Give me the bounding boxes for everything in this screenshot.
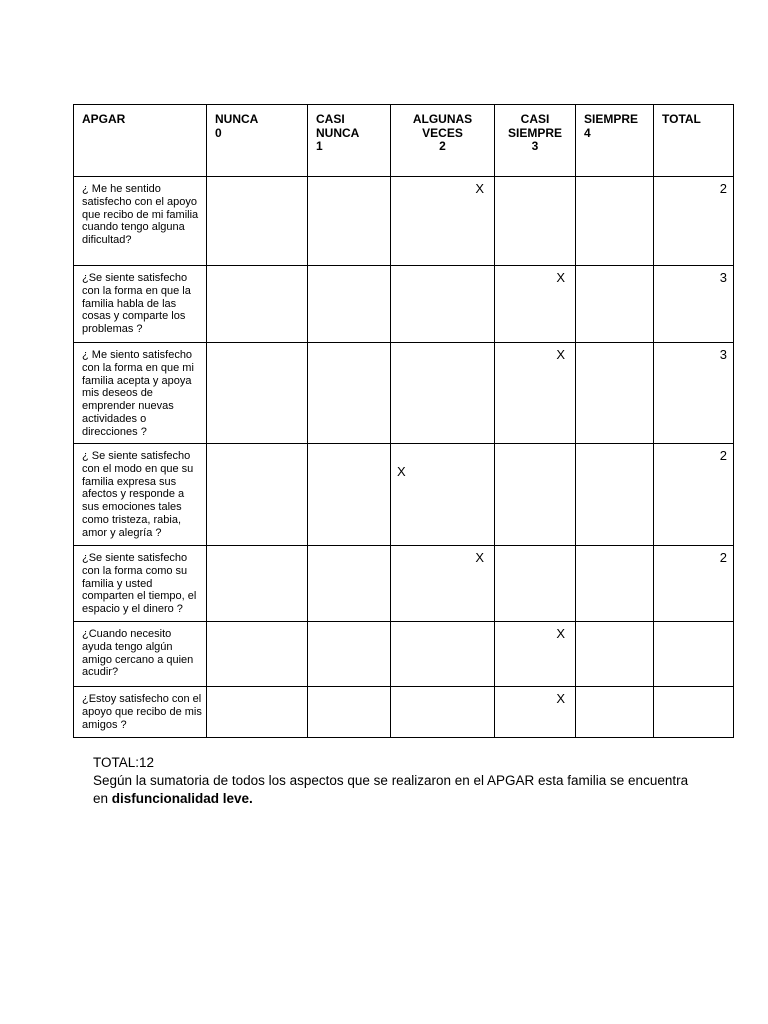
question-cell: ¿ Se siente satisfecho con el modo en que su familia expresa sus afectos y responde a sus emociones tales como tristeza, rabia, amor y alegría ? xyxy=(82,450,194,539)
table-row xyxy=(74,444,734,546)
answer-mark: X xyxy=(556,626,565,641)
answer-mark: X xyxy=(556,270,565,285)
row-total xyxy=(654,622,733,628)
header-nunca: NUNCA 0 xyxy=(215,112,259,140)
question-cell: ¿Estoy satisfecho con el apoyo que recibo de mis amigos ? xyxy=(82,693,202,731)
answer-mark: X xyxy=(475,181,484,196)
header-apgar: APGAR xyxy=(82,112,126,126)
table-row xyxy=(74,687,734,738)
question-cell: ¿Se siente satisfecho con la forma en que la familia habla de las cosas y comparte los problemas ? xyxy=(82,272,191,336)
table-row xyxy=(74,343,734,444)
answer-mark: X xyxy=(397,464,406,479)
row-total: 2 xyxy=(719,550,727,565)
answer-mark: X xyxy=(556,347,565,362)
conclusion-emphasis: disfuncionalidad leve. xyxy=(111,791,253,806)
table-row xyxy=(74,177,734,266)
row-total: 2 xyxy=(719,448,727,463)
question-cell: ¿ Me siento satisfecho con la forma en que mi familia acepta y apoya mis deseos de emprender nuevas actividades o direcciones ? xyxy=(82,349,194,438)
table-row xyxy=(74,546,734,622)
conclusion-paragraph xyxy=(93,772,693,808)
answer-mark: X xyxy=(556,691,565,706)
total-line: TOTAL:12 xyxy=(93,755,155,770)
question-cell: ¿Se siente satisfecho con la forma como su familia y usted comparten el tiempo, el espacio y el dinero ? xyxy=(82,552,197,616)
header-casi-siempre: CASI SIEMPRE 3 xyxy=(507,112,562,153)
header-casi-nunca: CASI NUNCA 1 xyxy=(316,112,360,153)
question-cell: ¿ Me he sentido satisfecho con el apoyo que recibo de mi familia cuando tengo alguna dificultad? xyxy=(82,183,199,247)
row-total: 3 xyxy=(719,347,727,362)
answer-mark: X xyxy=(475,550,484,565)
row-total xyxy=(654,687,733,693)
question-cell: ¿Cuando necesito ayuda tengo algún amigo cercano a quien acudir? xyxy=(82,628,194,679)
table-row xyxy=(74,266,734,343)
header-algunas-veces: ALGUNAS VECES 2 xyxy=(412,112,473,153)
header-total: TOTAL xyxy=(662,112,701,126)
row-total: 3 xyxy=(719,270,727,285)
header-row xyxy=(74,105,734,177)
header-siempre: SIEMPRE 4 xyxy=(584,112,639,140)
row-total: 2 xyxy=(719,181,727,196)
apgar-table xyxy=(73,104,734,738)
summary-block xyxy=(93,754,693,808)
conclusion-text: Según la sumatoria de todos los aspectos que se realizaron en el APGAR esta familia se encuentra en xyxy=(93,773,689,806)
table-row xyxy=(74,622,734,687)
